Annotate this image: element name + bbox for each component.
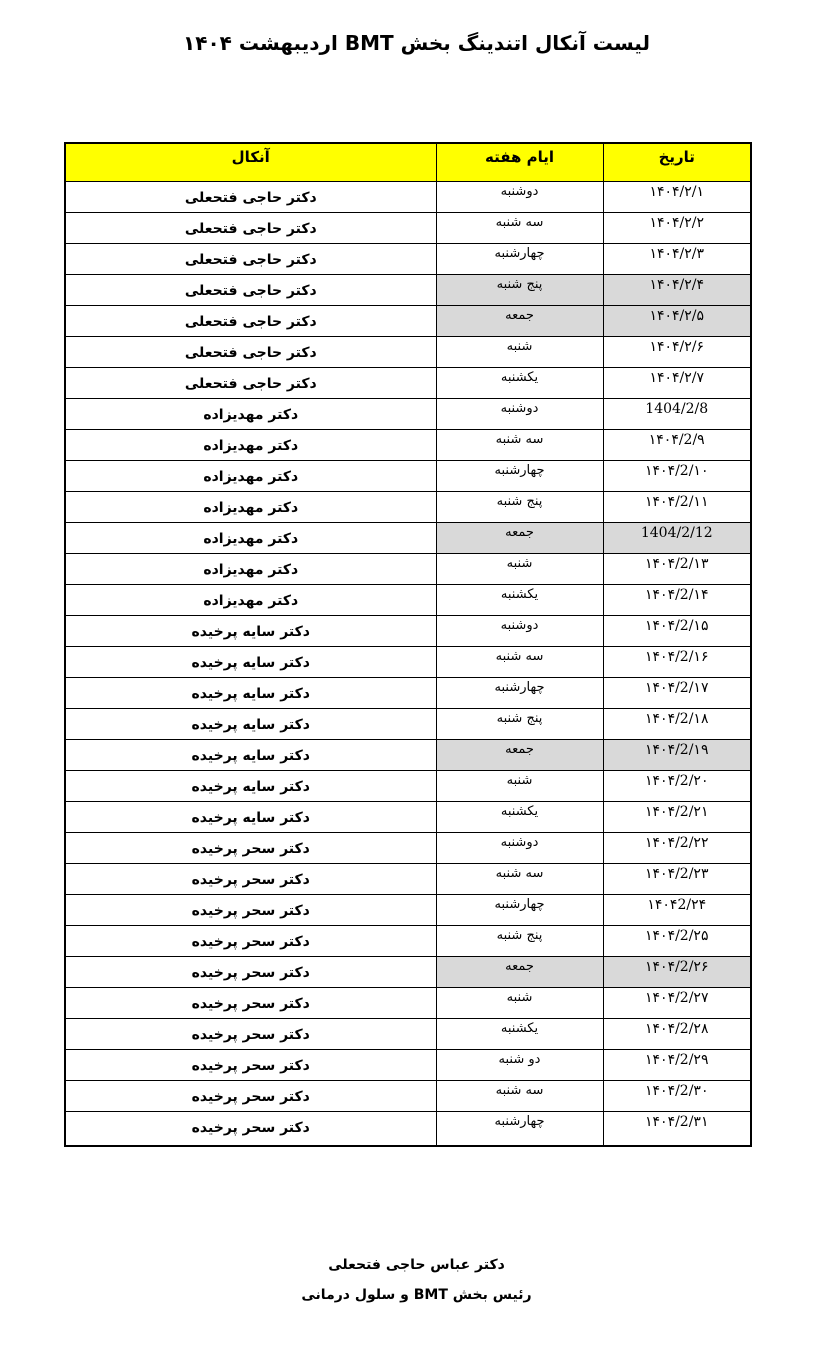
date-cell: ۱۴۰۴/2/۱۵ <box>603 615 751 646</box>
attending-cell: دکتر سایه پرخیده <box>65 801 436 832</box>
attending-cell: دکتر سحر پرخیده <box>65 956 436 987</box>
table-row <box>65 274 751 305</box>
weekday-cell: یکشنبه <box>436 584 603 615</box>
table-row <box>65 801 751 832</box>
attending-cell: دکتر مهدیزاده <box>65 553 436 584</box>
weekday-cell: دوشنبه <box>436 615 603 646</box>
date-cell: ۱۴۰۴/2/۱۳ <box>603 553 751 584</box>
attending-cell: دکتر حاجی فتحعلی <box>65 212 436 243</box>
table-row <box>65 987 751 1018</box>
weekday-cell: یکشنبه <box>436 1018 603 1049</box>
weekday-cell: چهارشنبه <box>436 677 603 708</box>
table-row <box>65 1049 751 1080</box>
weekday-cell: سه شنبه <box>436 429 603 460</box>
date-cell: ۱۴۰۴/۲/۲ <box>603 212 751 243</box>
weekday-cell: سه شنبه <box>436 646 603 677</box>
date-cell: ۱۴۰۴/۲/۱ <box>603 181 751 212</box>
table-body <box>65 181 751 1146</box>
attending-cell: دکتر مهدیزاده <box>65 584 436 615</box>
table-row <box>65 584 751 615</box>
date-cell: ۱۴۰۴/2/۲۲ <box>603 832 751 863</box>
table-row <box>65 739 751 770</box>
table-header <box>65 143 751 181</box>
attending-cell: دکتر سحر پرخیده <box>65 925 436 956</box>
table-row <box>65 925 751 956</box>
date-cell: ۱۴۰۴/2/۲۱ <box>603 801 751 832</box>
weekday-cell: چهارشنبه <box>436 460 603 491</box>
signature-role: رئیس بخش BMT و سلول درمانی <box>301 1287 532 1303</box>
weekday-cell: شنبه <box>436 553 603 584</box>
attending-cell: دکتر سایه پرخیده <box>65 677 436 708</box>
weekday-cell: شنبه <box>436 987 603 1018</box>
weekday-cell: دوشنبه <box>436 832 603 863</box>
table-row <box>65 243 751 274</box>
date-cell: ۱۴۰۴/2/۲۹ <box>603 1049 751 1080</box>
header-date: تاریخ <box>603 143 751 181</box>
header-weekday: ایام هفته <box>436 143 603 181</box>
table-row <box>65 956 751 987</box>
attending-cell: دکتر مهدیزاده <box>65 429 436 460</box>
table-row <box>65 522 751 553</box>
table-row <box>65 832 751 863</box>
table-row <box>65 212 751 243</box>
date-cell: ۱۴۰۴/2/۲۸ <box>603 1018 751 1049</box>
weekday-cell: شنبه <box>436 770 603 801</box>
date-cell: ۱۴۰۴/2/۱۷ <box>603 677 751 708</box>
attending-cell: دکتر سایه پرخیده <box>65 770 436 801</box>
date-cell: ۱۴۰۴/2/۲۵ <box>603 925 751 956</box>
date-cell: ۱۴۰۴/۲/۴ <box>603 274 751 305</box>
date-cell: ۱۴۰۴/2/۱۶ <box>603 646 751 677</box>
weekday-cell: دوشنبه <box>436 181 603 212</box>
weekday-cell: جمعه <box>436 956 603 987</box>
date-cell: ۱۴۰۴/2/۲۳ <box>603 863 751 894</box>
table-row <box>65 1111 751 1146</box>
attending-cell: دکتر سحر پرخیده <box>65 863 436 894</box>
attending-cell: دکتر حاجی فتحعلی <box>65 181 436 212</box>
weekday-cell: پنج شنبه <box>436 925 603 956</box>
table-row <box>65 894 751 925</box>
weekday-cell: یکشنبه <box>436 801 603 832</box>
page-title: لیست آنکال اتندینگ بخش BMT اردیبهشت ۱۴۰۴ <box>183 31 650 55</box>
weekday-cell: پنج شنبه <box>436 491 603 522</box>
attending-cell: دکتر حاجی فتحعلی <box>65 274 436 305</box>
date-cell: ۱۴۰۴/2/۱۱ <box>603 491 751 522</box>
table-row <box>65 336 751 367</box>
weekday-cell: جمعه <box>436 305 603 336</box>
weekday-cell: سه شنبه <box>436 212 603 243</box>
date-cell: ۱۴۰۴/2/۱۸ <box>603 708 751 739</box>
date-cell: ۱۴۰۴/۲/۶ <box>603 336 751 367</box>
attending-cell: دکتر سایه پرخیده <box>65 739 436 770</box>
table-row <box>65 460 751 491</box>
table-row <box>65 398 751 429</box>
date-cell: ۱۴۰۴/2/۳۱ <box>603 1111 751 1146</box>
header-attending: آنکال <box>65 143 436 181</box>
weekday-cell: پنج شنبه <box>436 274 603 305</box>
attending-cell: دکتر سایه پرخیده <box>65 708 436 739</box>
attending-cell: دکتر مهدیزاده <box>65 398 436 429</box>
table-row <box>65 305 751 336</box>
table-row <box>65 553 751 584</box>
date-cell: ۱۴۰۴/۲/۳ <box>603 243 751 274</box>
table-row <box>65 429 751 460</box>
table-row <box>65 708 751 739</box>
attending-cell: دکتر حاجی فتحعلی <box>65 243 436 274</box>
date-cell: ۱۴۰۴2/۲۴ <box>603 894 751 925</box>
date-cell: ۱۴۰۴/2/۲۰ <box>603 770 751 801</box>
attending-cell: دکتر مهدیزاده <box>65 491 436 522</box>
weekday-cell: سه شنبه <box>436 1080 603 1111</box>
weekday-cell: سه شنبه <box>436 863 603 894</box>
date-cell: ۱۴۰۴/2/۲۷ <box>603 987 751 1018</box>
weekday-cell: پنج شنبه <box>436 708 603 739</box>
weekday-cell: چهارشنبه <box>436 243 603 274</box>
date-cell: ۱۴۰۴/۲/۷ <box>603 367 751 398</box>
attending-cell: دکتر سحر پرخیده <box>65 1018 436 1049</box>
weekday-cell: چهارشنبه <box>436 894 603 925</box>
table-row <box>65 863 751 894</box>
date-cell: 1404/2/8 <box>603 398 751 429</box>
date-cell: ۱۴۰۴/2/۹ <box>603 429 751 460</box>
attending-cell: دکتر سحر پرخیده <box>65 1080 436 1111</box>
date-cell: ۱۴۰۴/2/۱۰ <box>603 460 751 491</box>
attending-cell: دکتر مهدیزاده <box>65 460 436 491</box>
attending-cell: دکتر سایه پرخیده <box>65 646 436 677</box>
table-row <box>65 615 751 646</box>
date-cell: ۱۴۰۴/2/۳۰ <box>603 1080 751 1111</box>
date-cell: ۱۴۰۴/2/۱۴ <box>603 584 751 615</box>
attending-cell: دکتر مهدیزاده <box>65 522 436 553</box>
attending-cell: دکتر سحر پرخیده <box>65 987 436 1018</box>
table-row <box>65 1018 751 1049</box>
weekday-cell: جمعه <box>436 739 603 770</box>
weekday-cell: چهارشنبه <box>436 1111 603 1146</box>
table-row <box>65 367 751 398</box>
date-cell: ۱۴۰۴/2/۱۹ <box>603 739 751 770</box>
attending-cell: دکتر حاجی فتحعلی <box>65 305 436 336</box>
weekday-cell: دوشنبه <box>436 398 603 429</box>
weekday-cell: یکشنبه <box>436 367 603 398</box>
table-row <box>65 646 751 677</box>
table-row <box>65 677 751 708</box>
weekday-cell: دو شنبه <box>436 1049 603 1080</box>
attending-cell: دکتر سایه پرخیده <box>65 615 436 646</box>
attending-cell: دکتر سحر پرخیده <box>65 1049 436 1080</box>
attending-cell: دکتر سحر پرخیده <box>65 894 436 925</box>
date-cell: ۱۴۰۴/2/۲۶ <box>603 956 751 987</box>
date-cell: ۱۴۰۴/۲/۵ <box>603 305 751 336</box>
date-cell: 1404/2/12 <box>603 522 751 553</box>
table-row <box>65 181 751 212</box>
attending-cell: دکتر سحر پرخیده <box>65 1111 436 1146</box>
table-row <box>65 1080 751 1111</box>
table-row <box>65 770 751 801</box>
on-call-roster-table <box>64 142 752 1147</box>
attending-cell: دکتر حاجی فتحعلی <box>65 336 436 367</box>
table-row <box>65 491 751 522</box>
signature-name: دکتر عباس حاجی فتحعلی <box>328 1257 505 1273</box>
weekday-cell: جمعه <box>436 522 603 553</box>
weekday-cell: شنبه <box>436 336 603 367</box>
attending-cell: دکتر حاجی فتحعلی <box>65 367 436 398</box>
header-row <box>65 143 751 181</box>
attending-cell: دکتر سحر پرخیده <box>65 832 436 863</box>
